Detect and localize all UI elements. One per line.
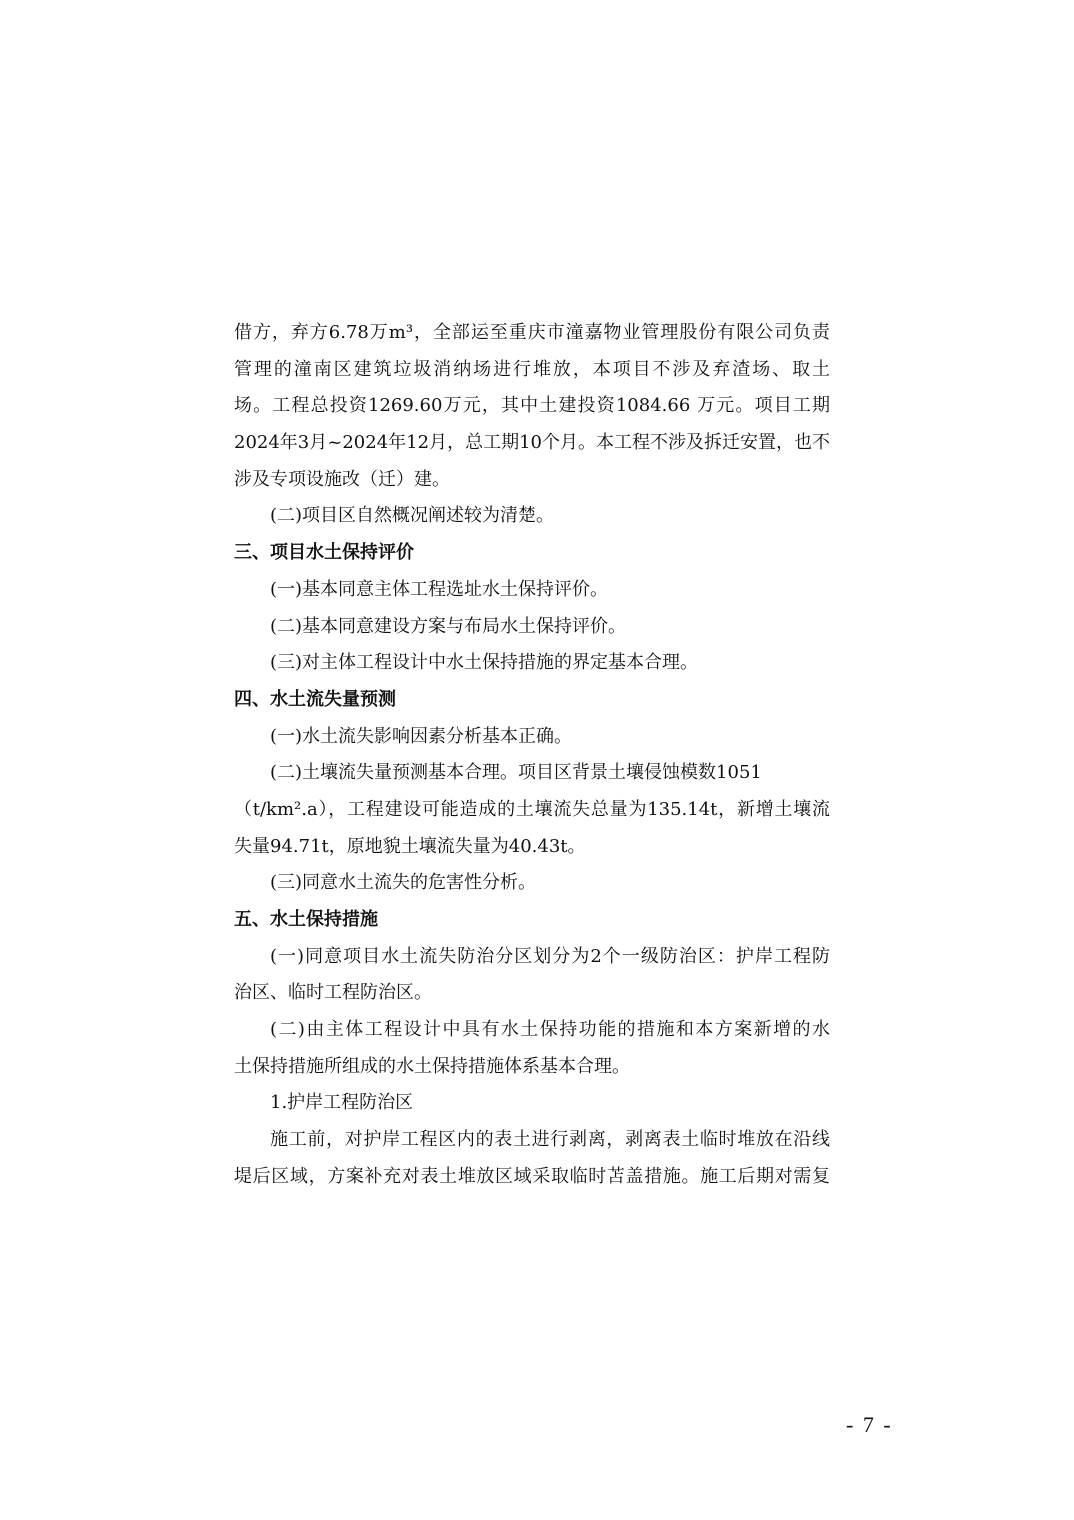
section-heading: 五、水土保持措施 <box>234 909 378 930</box>
subsection-line: (三)对主体工程设计中水土保持措施的界定基本合理。 <box>270 652 699 674</box>
section-heading: 四、水土流失量预测 <box>234 688 396 710</box>
paragraph-line: 借方，弃方6.78万m³，全部运至重庆市潼嘉物业管理股份有限公司负责 <box>234 322 830 343</box>
subsection-line: (一)水土流失影响因素分析基本正确。 <box>270 725 573 747</box>
section-heading: 三、项目水土保持评价 <box>234 542 414 564</box>
subsection-line: (三)同意水土流失的危害性分析。 <box>270 872 537 894</box>
subsection-line: (二)由主体工程设计中具有水土保持功能的措施和本方案新增的水 <box>270 1019 830 1041</box>
subsection-line: (二)土壤流失量预测基本合理。项目区背景土壤侵蚀模数1051 <box>270 762 762 784</box>
paragraph-line: 场。工程总投资1269.60万元，其中土建投资1084.66 万元。项目工期 <box>234 395 830 417</box>
paragraph-line: （t/km².a），工程建设可能造成的土壤流失总量为135.14t，新增土壤流 <box>234 798 830 820</box>
paragraph-line: 土保持措施所组成的水土保持措施体系基本合理。 <box>234 1055 630 1077</box>
subsection-line: (二)基本同意建设方案与布局水土保持评价。 <box>270 615 627 637</box>
paragraph-line: 失量94.71t，原地貌土壤流失量为40.43t。 <box>234 835 586 857</box>
subsection-line: (一)基本同意主体工程选址水土保持评价。 <box>270 578 609 600</box>
paragraph-line: 管理的潼南区建筑垃圾消纳场进行堆放，本项目不涉及弃渣场、取土 <box>234 358 830 380</box>
subsection-line: (二)项目区自然概况阐述较为清楚。 <box>270 505 555 527</box>
paragraph-line: 2024年3月~2024年12月，总工期10个月。本工程不涉及拆迁安置，也不 <box>234 432 830 454</box>
subheading-line: 1.护岸工程防治区 <box>270 1092 414 1114</box>
paragraph-line: 治区、临时工程防治区。 <box>234 982 432 1004</box>
subsection-line: (一)同意项目水土流失防治分区划分为2个一级防治区：护岸工程防 <box>270 945 830 967</box>
paragraph-line: 施工前，对护岸工程区内的表土进行剥离，剥离表土临时堆放在沿线 <box>270 1129 830 1151</box>
paragraph-line: 堤后区域，方案补充对表土堆放区域采取临时苫盖措施。施工后期对需复 <box>234 1165 830 1187</box>
page-number: - 7 - <box>846 1412 893 1437</box>
paragraph-line: 涉及专项设施改（迁）建。 <box>234 468 450 490</box>
body-text <box>234 315 830 1196</box>
